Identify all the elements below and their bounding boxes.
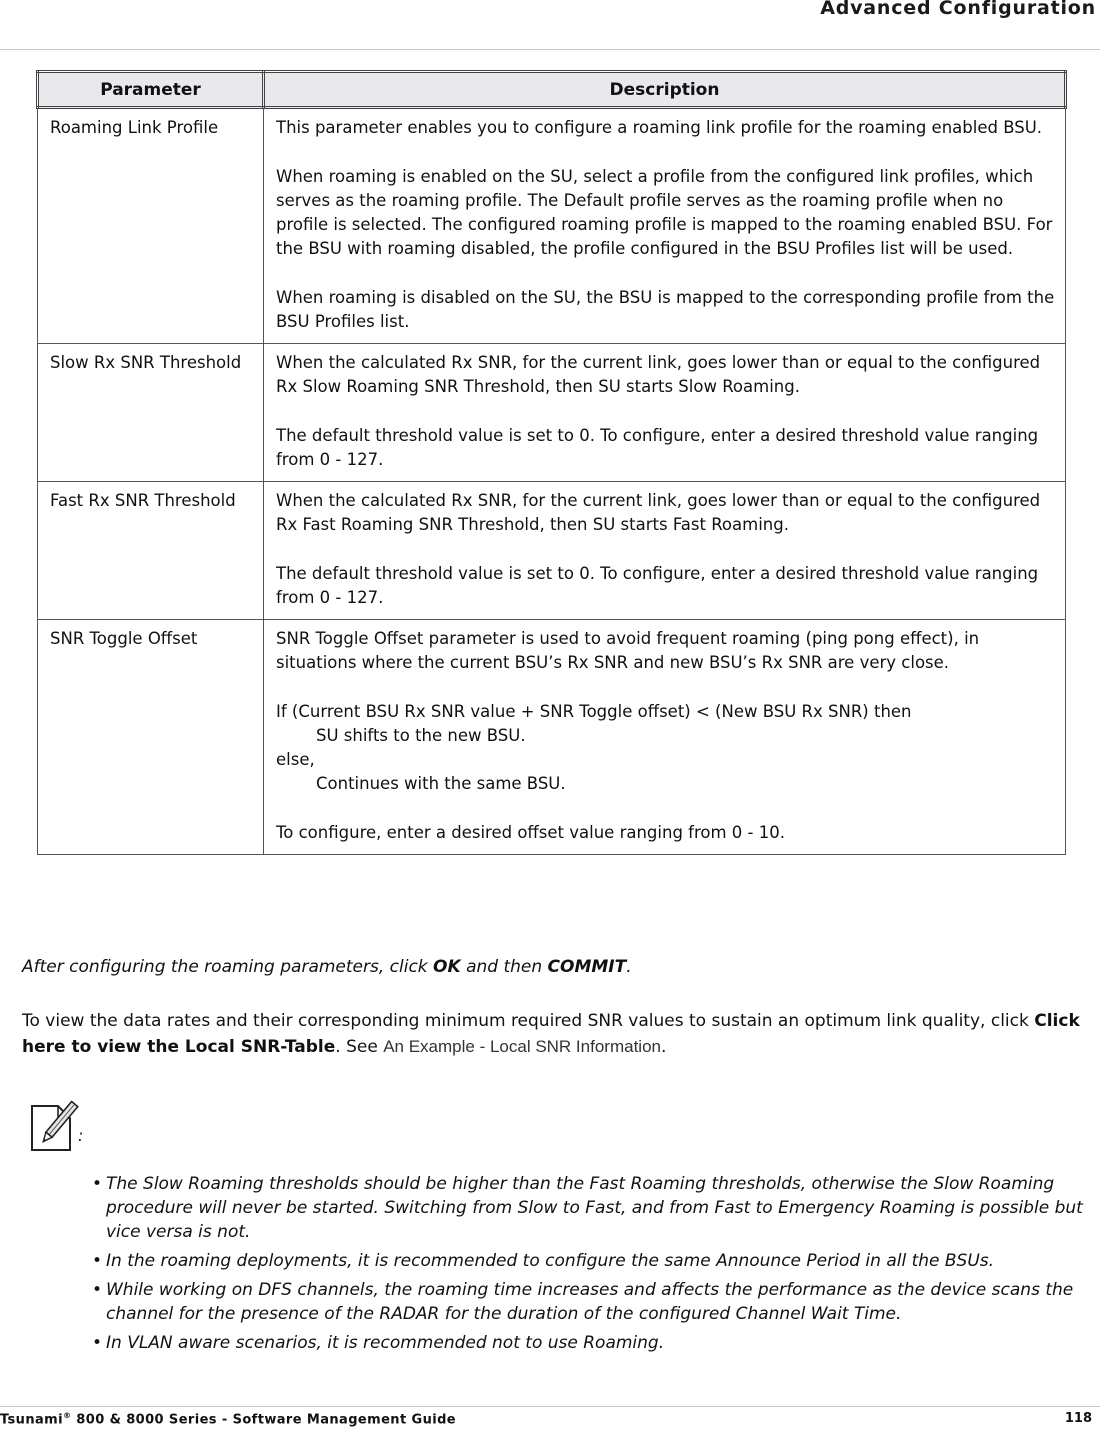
after-config-instruction <box>22 957 632 977</box>
header-divider <box>0 49 1100 50</box>
description-paragraph: When roaming is enabled on the SU, select a profile from the configured link profiles, which serves as the roaming profile. The Default profile serves as the roaming profile when no profile is selected. The configured roaming profile is mapped to the roaming enabled BSU. For the BSU with roaming disabled, the profile configured in the BSU Profiles list will be used. <box>276 167 1053 258</box>
page-number: 118 <box>1064 1411 1092 1426</box>
note-label: : <box>78 1126 84 1145</box>
note-pencil-icon <box>28 1096 80 1154</box>
parameter-description <box>264 482 1066 620</box>
parameter-name: Roaming Link Profile <box>38 108 264 344</box>
instruction-text: To view the data rates and their corresponding minimum required SNR values to sustain an optimum link quality, click <box>22 1011 1035 1031</box>
table-row <box>38 108 1066 344</box>
parameter-name: SNR Toggle Offset <box>38 620 264 855</box>
parameter-name: Fast Rx SNR Threshold <box>38 482 264 620</box>
parameter-table <box>36 70 1067 855</box>
condition-if: If (Current BSU Rx SNR value + SNR Toggle offset) < (New BSU Rx SNR) then <box>276 702 912 721</box>
list-item: • In VLAN aware scenarios, it is recommended not to use Roaming. <box>86 1331 1096 1355</box>
instruction-text: . See <box>335 1037 384 1057</box>
note-list <box>86 1172 1096 1360</box>
condition-block <box>276 700 1055 796</box>
description-paragraph: The default threshold value is set to 0. To configure, enter a desired threshold value ranging from 0 - 127. <box>276 426 1039 469</box>
list-item: • The Slow Roaming thresholds should be higher than the Fast Roaming thresholds, otherwise the Slow Roaming procedure will never be started. Switching from Slow to Fast, and from Fast to Emergency Roaming is possible but vice versa is not. <box>86 1172 1096 1244</box>
commit-label: COMMIT <box>547 957 627 977</box>
guide-title: 800 & 8000 Series - Software Management Guide <box>71 1412 457 1428</box>
product-name: Tsunami <box>0 1412 63 1428</box>
instruction-text: and then <box>460 957 548 977</box>
view-snr-table-instruction <box>22 1009 1100 1060</box>
footer-product-title <box>0 1411 456 1427</box>
description-paragraph: The default threshold value is set to 0. To configure, enter a desired threshold value ranging from 0 - 127. <box>276 564 1039 607</box>
instruction-text: After configuring the roaming parameters, click <box>22 957 434 977</box>
cross-reference-link[interactable]: An Example - Local SNR Information <box>383 1037 661 1056</box>
description-paragraph: SNR Toggle Offset parameter is used to avoid frequent roaming (ping pong effect), in situations where the current BSU’s Rx SNR and new BSU’s Rx SNR are very close. <box>276 629 980 672</box>
table-row <box>38 482 1066 620</box>
parameter-description <box>264 108 1066 344</box>
table-row <box>38 620 1066 855</box>
list-item: • In the roaming deployments, it is recommended to configure the same Announce Period in all the BSUs. <box>86 1249 1096 1273</box>
page-header-title: Advanced Configuration <box>820 0 1096 19</box>
column-header-parameter: Parameter <box>38 72 264 108</box>
description-paragraph: To configure, enter a desired offset value ranging from 0 - 10. <box>276 823 785 842</box>
description-paragraph: When the calculated Rx SNR, for the current link, goes lower than or equal to the configured Rx Fast Roaming SNR Threshold, then SU starts Fast Roaming. <box>276 491 1041 534</box>
registered-mark: ® <box>62 1411 72 1420</box>
column-header-description: Description <box>264 72 1066 108</box>
snr-table-label: Click here to view the Local SNR-Table <box>22 1011 1080 1057</box>
parameter-name: Slow Rx SNR Threshold <box>38 344 264 482</box>
instruction-text: . <box>660 1037 667 1057</box>
description-paragraph: When the calculated Rx SNR, for the current link, goes lower than or equal to the configured Rx Slow Roaming SNR Threshold, then SU starts Slow Roaming. <box>276 353 1041 396</box>
instruction-text: . <box>626 957 632 977</box>
table-header-row <box>38 72 1066 108</box>
ok-label: OK <box>433 957 461 977</box>
parameter-description <box>264 344 1066 482</box>
table-row <box>38 344 1066 482</box>
condition-else: else, <box>276 750 315 769</box>
description-paragraph: This parameter enables you to configure a roaming link profile for the roaming enabled BSU. <box>276 118 1043 137</box>
list-item: • While working on DFS channels, the roaming time increases and affects the performance as the device scans the channel for the presence of the RADAR for the duration of the configured Channel Wait Time. <box>86 1278 1096 1326</box>
condition-then: SU shifts to the new BSU. <box>316 726 526 745</box>
parameter-description <box>264 620 1066 855</box>
condition-else-action: Continues with the same BSU. <box>316 774 566 793</box>
footer-divider <box>0 1406 1100 1407</box>
description-paragraph: When roaming is disabled on the SU, the BSU is mapped to the corresponding profile from the BSU Profiles list. <box>276 288 1055 331</box>
